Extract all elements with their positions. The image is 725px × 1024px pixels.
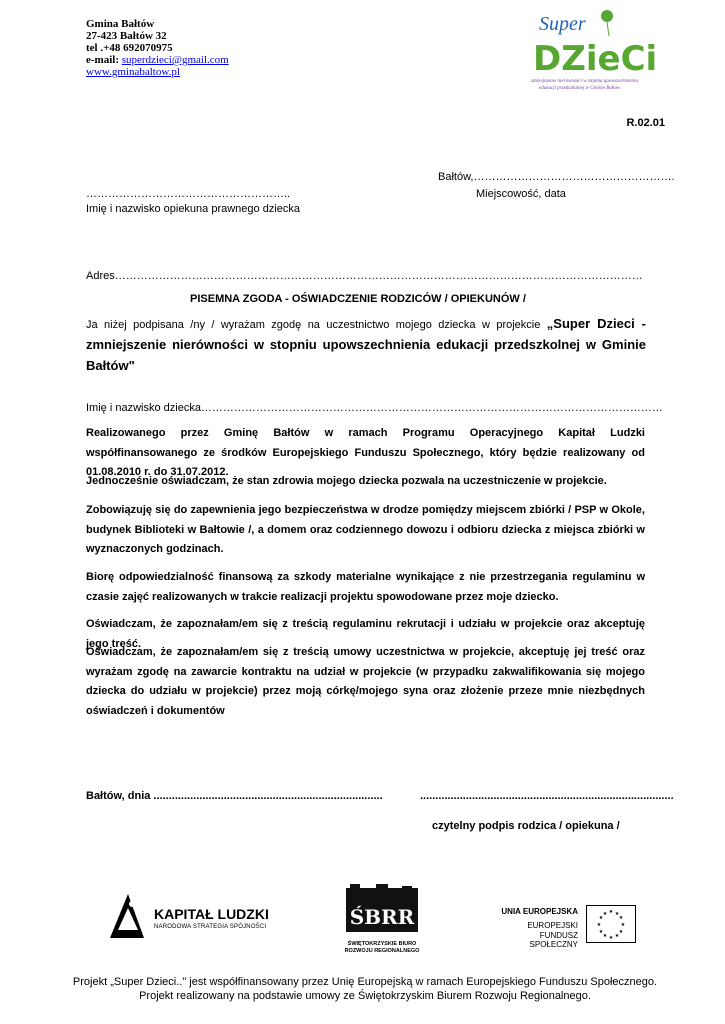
guardian-name-label: Imię i nazwisko opiekuna prawnego dziecka <box>86 203 301 215</box>
eu-text-3: FUNDUSZ SPOŁECZNY <box>529 931 578 949</box>
sbrr-sub-1: ŚWIĘTOKRZYSKIE BIURO <box>347 941 417 947</box>
paragraph-program: Realizowanego przez Gminę Bałtów w ramach Programu Operacyjnego Kapitał Ludzki współfinansowanego ze środków Europejskiego Funduszu Społecznego, który będzie realizowany od 01.08.2010 r. do 31.07.2012. <box>86 427 645 478</box>
eu-text-2: EUROPEJSKI <box>527 921 578 930</box>
eu-logo <box>490 905 640 949</box>
balloon-icon <box>601 10 613 22</box>
svg-text:★: ★ <box>608 909 614 915</box>
svg-text:★: ★ <box>614 933 620 939</box>
eu-text-1: UNIA EUROPEJSKA <box>501 907 578 916</box>
project-name: „Super Dzieci - zmniejszenie nierówności w stopniu upowszechnienia edukacji przedszkolnej w Gminie Bałtów" <box>86 316 647 373</box>
form-code: R.02.01 <box>626 117 665 129</box>
email-label: e-mail: <box>86 54 119 66</box>
paragraph-liability: Biorę odpowiedzialność finansową za szkody materialne wynikające z nie przestrzegania regulaminu w czasie zajęć realizowanych w trakcie realizacji projektu spowodowane przez moje dziecko. <box>86 571 645 603</box>
super-dzieci-logo <box>525 8 655 98</box>
paragraph-contract: Oświadczam, że zapoznałam/em się z treścią umowy uczestnictwa w projekcie, akceptuję jej treść oraz wyrażam zgodę na zawarcie kontraktu na udział w projekcie (w przypadku zakwalifikowania się mojego dziecka do udziału w projekcie) przez moją córkę/mojego syna oraz złożenie przeze mnie niezbędnych oświadczeń i dokumentów <box>86 646 645 717</box>
paragraph-safety: Zobowiązuję się do zapewnienia jego bezpieczeństwa w drodze pomiędzy miejscem zbiórki / PSP w Okole, budynek Biblioteki w Bałtowie /, a domem oraz codziennego dowozu i odbioru dziecka z miejsca zbiórki w wyznaczonych godzinach. <box>86 504 645 555</box>
kapital-ludzki-title: KAPITAŁ LUDZKI <box>154 906 269 922</box>
website-link[interactable]: www.gminabaltow.pl <box>86 66 180 78</box>
address-line[interactable]: Adres……………………………………………………………………………………………………………………………… <box>86 270 643 282</box>
logo-graphic <box>525 8 655 98</box>
child-name-line[interactable]: Imię i nazwisko dziecka……………………………………………………………………………………………………………… <box>86 402 663 414</box>
org-phone: tel .+48 692070975 <box>86 42 173 54</box>
svg-text:★: ★ <box>598 929 604 935</box>
date-signature-line[interactable]: Bałtów, dnia ........................................................................... <box>86 790 383 802</box>
paragraph-regulations: Oświadczam, że zapoznałam/em się z treścią regulaminu rekrutacji i udziału w projekcie oraz akceptuję jego treść. <box>86 618 645 650</box>
place-date-line[interactable]: Bałtów,………………………………………………. <box>438 171 675 183</box>
parent-signature-label: czytelny podpis rodzica / opiekuna / <box>432 820 620 832</box>
logo-tagline-1: zmniejszenie nierówności w stopniu upowszechnienia <box>531 79 638 84</box>
svg-text:★: ★ <box>598 915 604 921</box>
sbrr-sub-2: ROZWOJU REGIONALNEGO <box>344 948 420 954</box>
svg-text:★: ★ <box>608 935 614 941</box>
logo-dzieci: DZieCi <box>533 39 655 79</box>
sbrr-text: ŚBRR <box>349 905 415 929</box>
paragraph-health: Jednocześnie oświadczam, że stan zdrowia mojego dziecka pozwala na uczestniczenie w projekcie. <box>86 475 607 487</box>
sbrr-emblem <box>336 884 428 936</box>
logo-tagline-2: edukacji przedszkolnej w Gminie Bałtów <box>539 86 621 91</box>
email-link[interactable]: superdzieci@gmail.com <box>121 54 229 66</box>
footer-note: Projekt „Super Dzieci.." jest współfinansowany przez Unię Europejską w ramach Europejskiego Funduszu Społecznego. Projekt realizowany na podstawie umowy ze Świętokrzyskim Biurem Rozwoju Regionalnego. <box>72 976 658 1002</box>
svg-text:★: ★ <box>618 929 624 935</box>
sbrr-logo <box>336 884 428 956</box>
svg-text:★: ★ <box>614 911 620 917</box>
svg-text:★: ★ <box>618 915 624 921</box>
kapital-ludzki-subtitle: NARODOWA STRATEGIA SPÓJNOŚCI <box>154 924 267 930</box>
svg-text:★: ★ <box>620 922 626 928</box>
guardian-name-line[interactable]: ……………………………………………….. <box>86 188 291 200</box>
letterhead <box>86 18 229 78</box>
org-address: 27-423 Bałtów 32 <box>86 30 167 42</box>
kapital-ludzki-logo <box>108 890 298 940</box>
org-name: Gmina Bałtów <box>86 18 155 30</box>
document-title: PISEMNA ZGODA - OŚWIADCZENIE RODZICÓW / OPIEKUNÓW / <box>190 293 526 305</box>
parent-signature-line[interactable]: ................................................................................... <box>420 790 674 802</box>
consent-prefix: Ja niżej podpisana /ny / wyrażam zgodę na uczestnictwo mojego dziecka w projekcie <box>86 319 547 331</box>
eu-flag-icon <box>586 905 636 943</box>
place-date-label: Miejscowość, data <box>476 188 566 200</box>
consent-statement <box>86 314 646 377</box>
svg-text:★: ★ <box>602 911 608 917</box>
svg-text:★: ★ <box>596 922 602 928</box>
logo-super: Super <box>539 13 586 35</box>
svg-text:★: ★ <box>602 933 608 939</box>
